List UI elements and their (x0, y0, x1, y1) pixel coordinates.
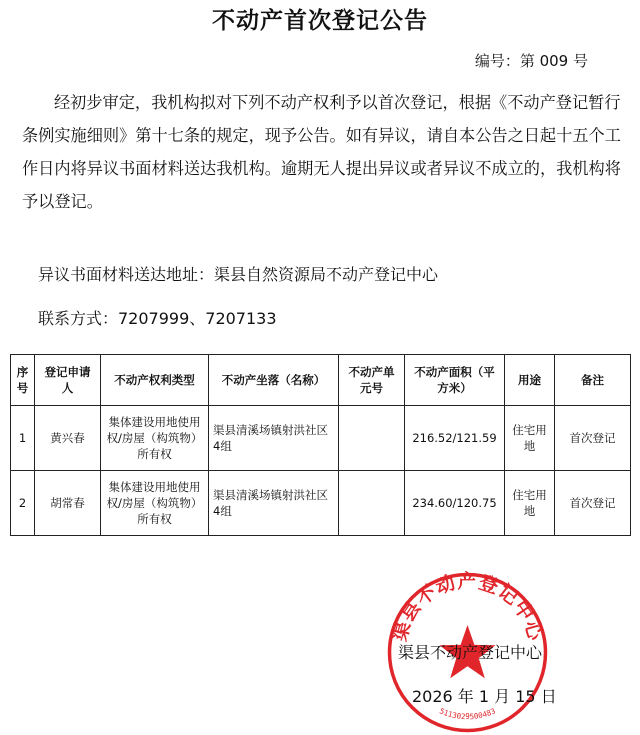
table-cell: 首次登记 (555, 406, 631, 471)
svg-text:5113029500483 (438, 706, 497, 721)
document-number: 编号：第 009 号 (474, 52, 588, 70)
page-title: 不动产首次登记公告 (212, 8, 428, 34)
header-cell: 备注 (555, 355, 631, 406)
table-cell: 住宅用地 (505, 471, 555, 536)
table-cell: 住宅用地 (505, 406, 555, 471)
signature-organization: 渠县不动产登记中心 (398, 643, 543, 662)
registration-table (10, 354, 631, 536)
header-cell: 不动产权利类型 (101, 355, 209, 406)
table-cell: 1 (11, 406, 35, 471)
table-cell: 2 (11, 471, 35, 536)
header-cell: 用途 (505, 355, 555, 406)
seal-code: 5113029500483 (438, 706, 497, 722)
header-cell: 不动产单元号 (339, 355, 405, 406)
header-cell: 序号 (11, 355, 35, 406)
seal-text: 渠县不动产登记中心 (388, 570, 547, 644)
table-header-row (11, 355, 631, 406)
signature-date: 2026 年 1 月 15 日 (412, 687, 557, 706)
table-cell: 渠县清溪场镇射洪社区4组 (209, 471, 339, 536)
table-row (11, 471, 631, 536)
table-cell: 集体建设用地使用权/房屋（构筑物）所有权 (101, 406, 209, 471)
header-cell: 不动产面积（平方米） (405, 355, 505, 406)
table-cell (339, 471, 405, 536)
header-cell: 登记申请人 (35, 355, 101, 406)
table-cell: 胡常春 (35, 471, 101, 536)
table-cell: 集体建设用地使用权/房屋（构筑物）所有权 (101, 471, 209, 536)
table-cell: 首次登记 (555, 471, 631, 536)
table-cell: 渠县清溪场镇射洪社区4组 (209, 406, 339, 471)
objection-address: 异议书面材料送达地址：渠县自然资源局不动产登记中心 (38, 265, 439, 284)
announcement-body: 经初步审定，我机构拟对下列不动产权利予以首次登记，根据《不动产登记暂行条例实施细则》第十七条的规定，现予公告。如有异议，请自本公告之日起十五个工作日内将异议书面材料送达我机构。逾期无人提出异议或者异议不成立的，我机构将予以登记。 (22, 93, 621, 211)
header-cell: 不动产坐落（名称） (209, 355, 339, 406)
table-cell: 216.52/121.59 (405, 406, 505, 471)
table-cell: 234.60/120.75 (405, 471, 505, 536)
table-cell (339, 406, 405, 471)
table-row (11, 406, 631, 471)
table-cell: 黄兴春 (35, 406, 101, 471)
contact-info: 联系方式：7207999、7207133 (38, 309, 277, 328)
